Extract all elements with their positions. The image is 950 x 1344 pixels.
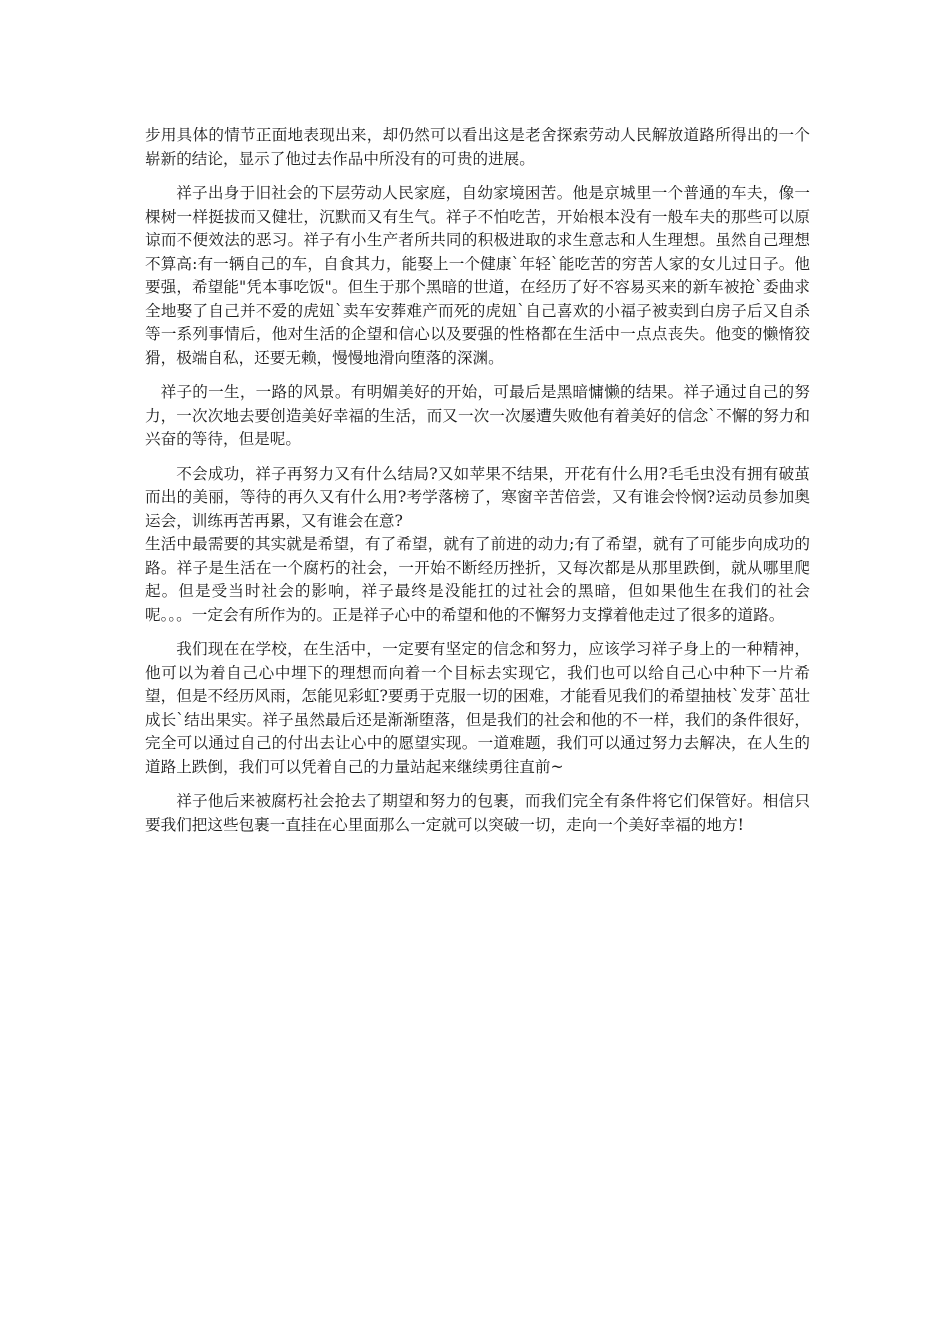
paragraph-7: 祥子他后来被腐朽社会抢去了期望和努力的包裹，而我们完全有条件将它们保管好。相信只要我们把这些包裹一直挂在心里面那么一定就可以突破一切，走向一个美好幸福的地方! [145, 792, 810, 834]
document-body [145, 124, 810, 848]
paragraph-2: 祥子出身于旧社会的下层劳动人民家庭，自幼家境困苦。他是京城里一个普通的车夫，像一棵树一样挺拔而又健壮，沉默而又有生气。祥子不怕吃苦，开始根本没有一般车夫的那些可以原谅而不便效法的恶习。祥子有小生产者所共同的积极进取的求生意志和人生理想。虽然自己理想不算高:有一辆自己的车，自食其力，能娶上一个健康`年轻`能吃苦的穷苦人家的女儿过日子。他要强，希望能"凭本事吃饭"。但生于那个黑暗的世道，在经历了好不容易买来的新车被抢`委曲求全地娶了自己并不爱的虎妞`卖车安葬难产而死的虎妞`自己喜欢的小福子被卖到白房子后又自杀等一系列事情后，他对生活的企望和信心以及要强的性格都在生活中一点点丧失。他变的懒惰狡猾，极端自私，还要无赖，慢慢地滑向堕落的深渊。 [145, 184, 810, 367]
paragraph-4: 不会成功，祥子再努力又有什么结局?又如苹果不结果，开花有什么用?毛毛虫没有拥有破茧而出的美丽，等待的再久又有什么用?考学落榜了，寒窗辛苦倍尝，又有谁会怜悯?运动员参加奥运会，训练再苦再累，又有谁会在意? [145, 464, 810, 530]
paragraph-1: 步用具体的情节正面地表现出来，却仍然可以看出这是老舍探索劳动人民解放道路所得出的一个崭新的结论，显示了他过去作品中所没有的可贵的进展。 [145, 126, 810, 168]
paragraph-6: 我们现在在学校，在生活中，一定要有坚定的信念和努力，应该学习祥子身上的一种精神，他可以为着自己心中埋下的理想而向着一个目标去实现它，我们也可以给自己心中种下一片希望，但是不经历风雨，怎能见彩虹?要勇于克服一切的困难，才能看见我们的希望抽枝`发芽`茁壮成长`结出果实。祥子虽然最后还是渐渐堕落，但是我们的社会和他的不一样，我们的条件很好，完全可以通过自己的付出去让心中的愿望实现。一道难题，我们可以通过努力去解决，在人生的道路上跌倒，我们可以凭着自己的力量站起来继续勇往直前~ [145, 640, 810, 776]
paragraph-5: 生活中最需要的其实就是希望，有了希望，就有了前进的动力;有了希望，就有了可能步向成功的路。祥子是生活在一个腐朽的社会，一开始不断经历挫折，又每次都是从那里跌倒，就从哪里爬起。但是受当时社会的影响，祥子最终是没能扛的过社会的黑暗，但如果他生在我们的社会呢。。。一定会有所作为的。正是祥子心中的希望和他的不懈努力支撑着他走过了很多的道路。 [145, 535, 810, 624]
paragraph-3: 祥子的一生，一路的风景。有明媚美好的开始，可最后是黑暗慵懒的结果。祥子通过自己的努力，一次次地去要创造美好幸福的生活，而又一次一次屡遭失败他有着美好的信念`不懈的努力和兴奋的等待，但是呢。 [145, 383, 810, 448]
